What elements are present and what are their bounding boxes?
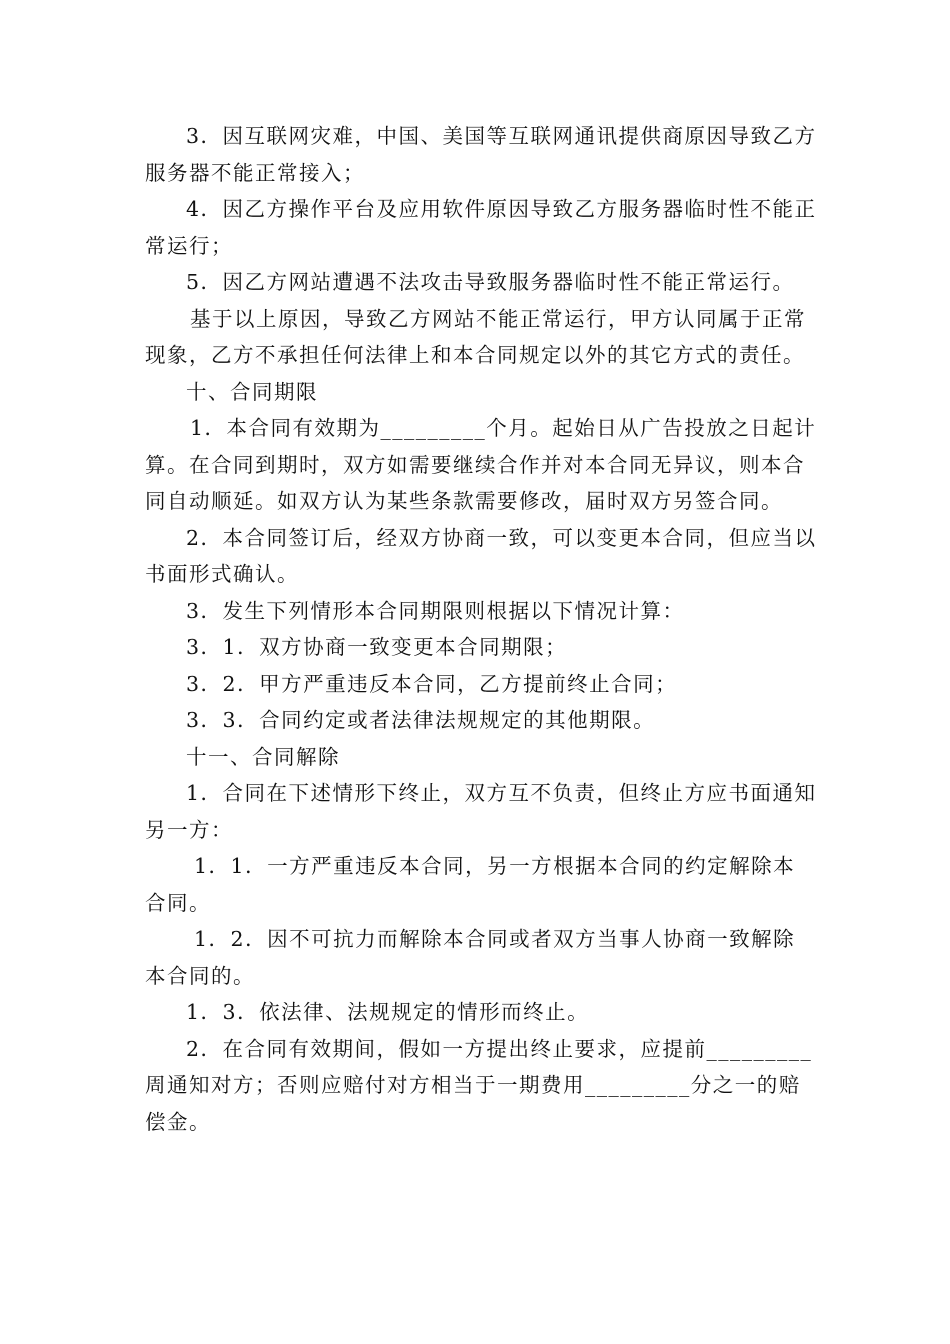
paragraph: 1．合同在下述情形下终止，双方互不负责，但终止方应书面通知另一方：	[145, 781, 817, 842]
paragraph: 3．1．双方协商一致变更本合同期限；	[186, 635, 568, 659]
paragraph: 1．1．一方严重违反本合同，另一方根据本合同的约定解除本合同。	[145, 854, 796, 915]
paragraph: 3．发生下列情形本合同期限则根据以下情况计算：	[186, 598, 685, 623]
paragraph: 3．2．甲方严重违反本合同，乙方提前终止合同；	[186, 671, 678, 696]
paragraph: 4．因乙方操作平台及应用软件原因导致乙方服务器临时性不能正常运行；	[145, 197, 817, 258]
document-body	[145, 118, 817, 1140]
paragraph: 1．3．依法律、法规规定的情形而终止。	[186, 1000, 590, 1024]
paragraph: 1．本合同有效期为_________个月。起始日从广告投放之日起计算。在合同到期时，双方如需要继续合作并对本合同无异议，则本合同自动顺延。如双方认为某些条款需要修改，届时双方另签合同。	[145, 416, 817, 513]
section-heading: 十、合同期限	[186, 379, 318, 404]
paragraph: 3．因互联网灾难，中国、美国等互联网通讯提供商原因导致乙方服务器不能正常接入；	[145, 124, 817, 185]
paragraph: 2．在合同有效期间，假如一方提出终止要求，应提前_________周通知对方；否则应赔付对方相当于一期费用_________分之一的赔偿金。	[145, 1036, 813, 1134]
paragraph: 基于以上原因，导致乙方网站不能正常运行，甲方认同属于正常现象，乙方不承担任何法律上和本合同规定以外的其它方式的责任。	[145, 306, 806, 367]
paragraph: 2．本合同签订后，经双方协商一致，可以变更本合同，但应当以书面形式确认。	[145, 525, 817, 586]
paragraph: 5．因乙方网站遭遇不法攻击导致服务器临时性不能正常运行。	[186, 270, 795, 294]
paragraph: 3．3．合同约定或者法律法规规定的其他期限。	[186, 708, 656, 732]
section-heading: 十一、合同解除	[186, 744, 340, 769]
paragraph: 1．2．因不可抗力而解除本合同或者双方当事人协商一致解除本合同的。	[145, 927, 796, 988]
